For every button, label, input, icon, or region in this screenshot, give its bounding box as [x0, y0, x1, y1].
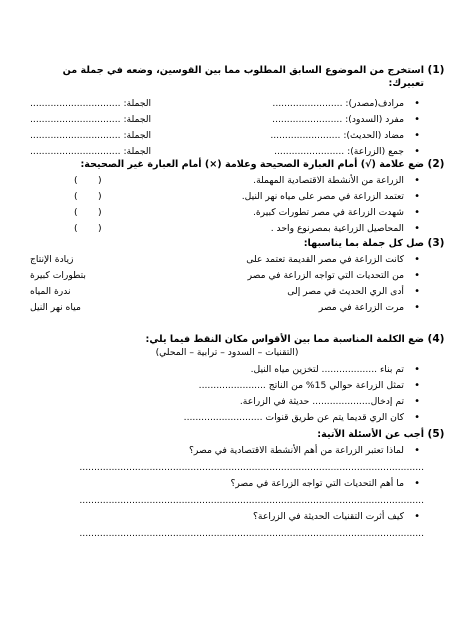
list-item [30, 205, 424, 221]
list-item [30, 128, 424, 144]
matching-row [30, 284, 424, 300]
list-item [30, 189, 424, 205]
question-title: ضع علامة (√) أمام العبارة الصحيحة وعلامة (×) أمام العبارة غير الصحيحة: [80, 159, 424, 170]
question-item [30, 443, 424, 459]
question-1 [30, 64, 445, 160]
question-number: (4) [427, 333, 445, 345]
question-title: ضع الكلمة المناسبة مما بين الأقواس مكان النقط فيما يلي: [145, 334, 424, 345]
answer-line[interactable]: ...................................................................................................................... [79, 495, 424, 506]
item-label: مرادف(مصدر): ........................ [272, 98, 404, 109]
question-number: (3) [427, 237, 445, 249]
question-text: لماذا تعتبر الزراعة من أهم الأنشطة الاقتصادية في مصر؟ [189, 445, 404, 456]
statement: المحاصيل الزراعية بمصرنوع واحد . [270, 223, 404, 234]
list-item[interactable] [30, 362, 424, 378]
answer-line[interactable]: ...................................................................................................................... [79, 528, 424, 539]
question-text: كيف أثرت التقنيات الحديثة في الزراعة؟ [253, 511, 404, 522]
answer-box[interactable]: ( ) [74, 207, 102, 218]
fill-sentence: كان الري قديما يتم عن طريق قنوات ........................... [183, 412, 404, 423]
sentence-end[interactable]: بتطورات كبيرة [30, 270, 86, 281]
sentence-end[interactable]: زيادة الإنتاج [30, 254, 74, 265]
question-title: أجب عن الأسئلة الآتية: [317, 429, 424, 440]
question-item [30, 509, 424, 525]
question-number: (1) [427, 64, 445, 76]
fill-sentence: تم إدخال.................... حديثة في الزراعة. [239, 396, 404, 407]
short-answer-list [30, 476, 424, 492]
sentence-blank[interactable]: الجملة: ............................... [30, 146, 152, 157]
answer-box[interactable]: ( ) [74, 175, 102, 186]
sentence-end[interactable]: ندرة المياه [30, 286, 71, 297]
sentence-start[interactable]: من التحديات التي تواجه الزراعة في مصر [247, 270, 404, 281]
list-item[interactable] [30, 410, 424, 426]
question-title: استخرج من الموضوع السابق المطلوب مما بين القوسين، وضعه في جملة من [62, 65, 424, 76]
short-answer-list [30, 509, 424, 525]
question-title-continued: تعبيرك: [388, 78, 424, 89]
question-text: ما أهم التحديات التي تواجه الزراعة في مصر؟ [230, 478, 404, 489]
question-4 [30, 333, 445, 426]
matching-row [30, 252, 424, 268]
fill-blank-list [30, 362, 424, 426]
word-bank: (التقنيات – السدود – ترابية – المحلي) [155, 347, 299, 358]
item-label: مضاد (الحديث): ........................ [270, 130, 404, 141]
list-item [30, 221, 424, 237]
sentence-blank[interactable]: الجملة: ............................... [30, 114, 152, 125]
matching-list [30, 252, 424, 316]
sentence-blank[interactable]: الجملة: ............................... [30, 98, 152, 109]
fill-sentence: تم بناء ................... لتخزين مياه النيل. [250, 364, 404, 375]
question-2 [30, 158, 445, 237]
item-label: مفرد (السدود): ........................ [272, 114, 404, 125]
matching-row [30, 300, 424, 316]
list-item[interactable] [30, 394, 424, 410]
list-item[interactable] [30, 378, 424, 394]
fill-sentence: تمثل الزراعة حوالي 15% من الناتج ....................... [198, 380, 404, 391]
question-number: (5) [427, 428, 445, 440]
sentence-start[interactable]: كانت الزراعة في مصر القديمة تعتمد على [246, 254, 404, 265]
item-label: جمع (الزراعة): ........................ [274, 146, 404, 157]
extraction-list [30, 96, 424, 160]
sentence-end[interactable]: مياه نهر النيل [30, 302, 81, 313]
sentence-blank[interactable]: الجملة: ............................... [30, 130, 152, 141]
list-item [30, 112, 424, 128]
question-5 [30, 428, 445, 542]
sentence-start[interactable]: مرت الزراعة في مصر [318, 302, 404, 313]
statement: تعتمد الزراعة في مصر على مياه نهر النيل. [241, 191, 404, 202]
answer-line[interactable]: ...................................................................................................................... [79, 462, 424, 473]
question-number: (2) [427, 158, 445, 170]
answer-box[interactable]: ( ) [74, 223, 102, 234]
true-false-list [30, 173, 424, 237]
short-answer-list [30, 443, 424, 459]
question-title: صل كل جملة بما يناسبها: [303, 238, 424, 249]
statement: الزراعة من الأنشطة الاقتصادية المهملة. [253, 175, 404, 186]
matching-row [30, 268, 424, 284]
answer-box[interactable]: ( ) [74, 191, 102, 202]
question-3 [30, 237, 445, 316]
list-item [30, 96, 424, 112]
sentence-start[interactable]: أدى الري الحديث في مصر إلى [287, 286, 404, 297]
list-item [30, 173, 424, 189]
statement: شهدت الزراعة في مصر تطورات كبيرة. [252, 207, 404, 218]
question-item [30, 476, 424, 492]
